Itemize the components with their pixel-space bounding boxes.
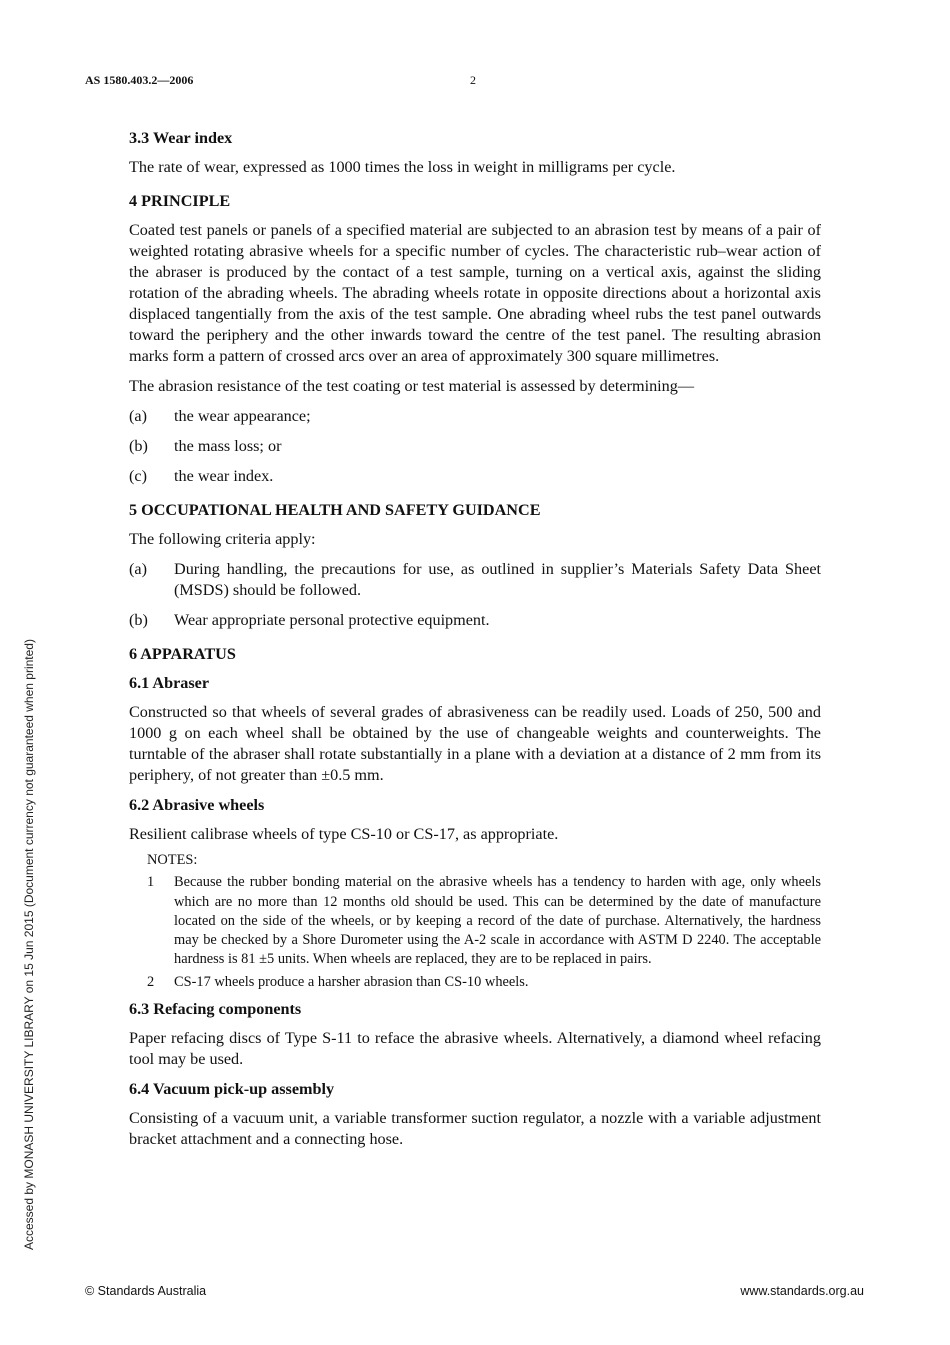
list-item [129,406,821,427]
note-text: Because the rubber bonding material on the abrasive wheels has a tendency to harden with age, only wheels which are no more than 12 months old should be used. This can be determined by the date of manufacture located on the side of the wheels, or by keeping a record of the date of purchase. Alternatively, the hardness may be checked by a Shore Durometer using the A-2 scale in accordance with ASTM D 2240. The acceptable hardness is 81 ±5 units. When wheels are replaced, they are to be replaced in pairs. [174,874,821,968]
list-item-text: the wear index. [174,467,274,485]
notes-heading: NOTES: [147,852,198,868]
section-6-heading: 6 APPARATUS [129,645,236,663]
note-item [147,973,821,992]
section-6-4-heading: 6.4 Vacuum pick-up assembly [129,1080,335,1099]
section-3-3-text: The rate of wear, expressed as 1000 times the loss in weight in milligrams per cycle. [129,158,676,176]
list-item [129,466,821,487]
list-item-text: During handling, the precautions for use, as outlined in supplier’s Materials Safety Data Sheet (MSDS) should be followed. [174,560,821,599]
section-6-3-heading: 6.3 Refacing components [129,1000,302,1019]
footer-website: www.standards.org.au [740,1284,864,1298]
section-4-paragraph-2: The abrasion resistance of the test coating or test material is assessed by determining— [129,377,695,395]
list-item-label: (b) [129,437,148,455]
document-body [129,128,821,1159]
document-id: AS 1580.403.2—2006 [85,73,194,87]
section-5-heading: 5 OCCUPATIONAL HEALTH AND SAFETY GUIDANCE [129,501,541,519]
list-item-label: (c) [129,467,147,485]
note-item [147,873,821,969]
notes-block [147,851,821,992]
note-label: 2 [147,973,155,990]
list-item-text: Wear appropriate personal protective equipment. [174,611,490,629]
section-6-4-text: Consisting of a vacuum unit, a variable transformer suction regulator, a nozzle with a variable adjustment bracket attachment and a connecting hose. [129,1109,821,1149]
list-item-text: the mass loss; or [174,437,282,455]
section-6-2-heading: 6.2 Abrasive wheels [129,796,265,814]
list-item-label: (a) [129,560,147,578]
list-item [129,610,821,631]
section-6-3-text: Paper refacing discs of Type S-11 to reface the abrasive wheels. Alternatively, a diamond wheel refacing tool may be used. [129,1029,821,1069]
section-6-1-text: Constructed so that wheels of several grades of abrasiveness can be readily used. Loads of 250, 500 and 1000 g on each wheel shall be obtained by the use of changeable weights and counterweights. The turntable of the abraser shall rotate substantially in a plane with a deviation at a distance of 2 mm from its periphery, of not greater than ±0.5 mm. [129,703,821,784]
section-5-intro: The following criteria apply: [129,530,316,548]
section-4-paragraph-1: Coated test panels or panels of a specified material are subjected to an abrasion test by means of a pair of weighted rotating abrasive wheels for a specific number of cycles. The characteristic rub–wear action of the abraser is produced by the contact of a test sample, turning on a vertical axis, against the sliding rotation of the abrading wheels. The abrading wheels rotate in opposite directions about a horizontal axis displaced tangentially from the axis of the test sample. One abrading wheel rubs the test panel outwards toward the periphery and the other inwards toward the centre of the test panel. The resulting abrasion marks form a pattern of crossed arcs over an area of approximately 300 square millimetres. [129,221,821,365]
list-item [129,436,821,457]
note-label: 1 [147,874,155,891]
footer-copyright: © Standards Australia [85,1284,207,1298]
section-3-3-heading: 3.3 Wear index [129,129,233,147]
note-text: CS-17 wheels produce a harsher abrasion than CS-10 wheels. [174,973,529,990]
list-item [129,559,821,601]
list-item-label: (b) [129,611,148,629]
section-4-heading: 4 PRINCIPLE [129,192,231,210]
section-6-1-heading: 6.1 Abraser [129,674,210,692]
page-number: 2 [470,73,476,87]
list-item-label: (a) [129,407,147,425]
list-item-text: the wear appearance; [174,407,311,425]
access-notice: Accessed by MONASH UNIVERSITY LIBRARY on 15 Jun 2015 (Document currency not guaranteed when printed) [22,639,36,1250]
section-6-2-text: Resilient calibrase wheels of type CS-10 or CS-17, as appropriate. [129,825,559,843]
